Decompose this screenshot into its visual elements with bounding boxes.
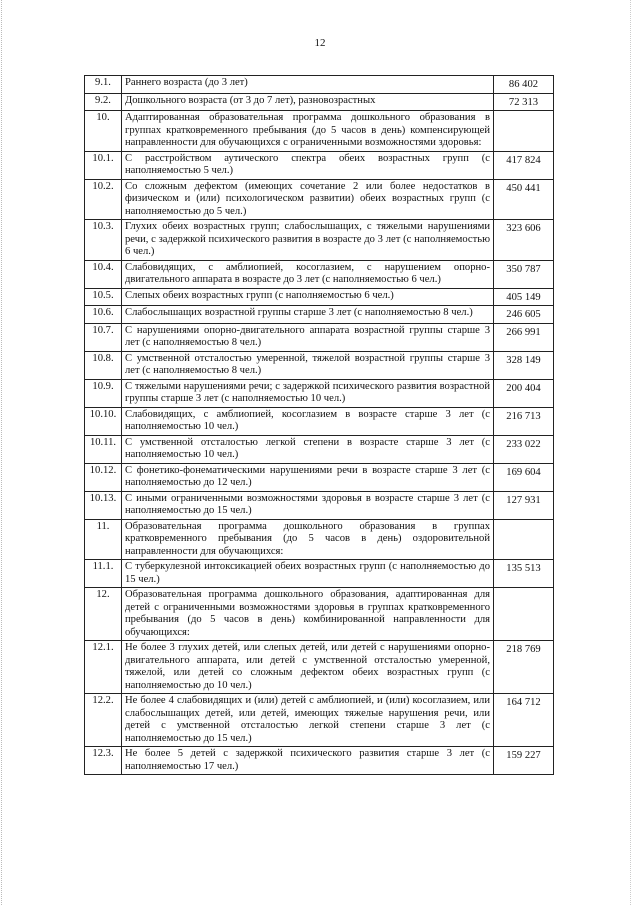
row-value-text: 328 149 — [506, 354, 541, 366]
row-value — [494, 588, 554, 641]
table-row — [85, 747, 554, 775]
table-row — [85, 407, 554, 435]
table-row — [85, 323, 554, 351]
table-row — [85, 519, 554, 560]
row-description: Не более 3 глухих детей, или слепых детей, или детей с нарушениями опорно-двигательного аппарата, или детей с умственной отсталостью умеренной, тяжелой, или детей со сложным дефектом обеих возрастных групп (с наполняемостью до 10 чел.) — [122, 641, 494, 694]
row-value — [494, 179, 554, 220]
row-value — [494, 323, 554, 351]
row-value-text: 266 991 — [506, 326, 541, 338]
table-body — [85, 76, 554, 775]
row-value — [494, 641, 554, 694]
row-value — [494, 435, 554, 463]
row-value — [494, 407, 554, 435]
row-value-text: 417 824 — [506, 154, 541, 166]
row-number: 12.2. — [85, 694, 122, 747]
row-description: Дошкольного возраста (от 3 до 7 лет), разновозрастных — [122, 93, 494, 111]
row-number: 10.4. — [85, 260, 122, 288]
row-number: 10. — [85, 111, 122, 152]
table-row — [85, 288, 554, 306]
row-description: Слабовидящих, с амблиопией, косоглазием в возрасте старше 3 лет (с наполняемостью 10 чел.) — [122, 407, 494, 435]
row-value-text: 216 713 — [506, 410, 541, 422]
page-number: 12 — [314, 37, 326, 49]
table-row — [85, 76, 554, 94]
row-value — [494, 519, 554, 560]
row-value — [494, 306, 554, 324]
row-value-text: 200 404 — [506, 382, 541, 394]
row-value — [494, 151, 554, 179]
row-value — [494, 379, 554, 407]
row-value — [494, 351, 554, 379]
row-description: С умственной отсталостью легкой степени в возрасте старше 3 лет (с наполняемостью 10 чел.) — [122, 435, 494, 463]
row-number: 10.6. — [85, 306, 122, 324]
scan-edge-right — [630, 0, 633, 905]
row-description: С тяжелыми нарушениями речи; с задержкой психического развития возрастной группы старше 3 лет (с наполняемостью 10 чел.) — [122, 379, 494, 407]
row-value-text: 233 022 — [506, 438, 541, 450]
row-value-text: 169 604 — [506, 466, 541, 478]
table-row — [85, 111, 554, 152]
row-value — [494, 747, 554, 775]
table-row — [85, 491, 554, 519]
row-value — [494, 260, 554, 288]
row-number: 10.10. — [85, 407, 122, 435]
row-number: 10.3. — [85, 220, 122, 261]
row-value — [494, 463, 554, 491]
row-number: 10.5. — [85, 288, 122, 306]
row-description: Не более 5 детей с задержкой психического развития старше 3 лет (с наполняемостью 17 чел.) — [122, 747, 494, 775]
row-value — [494, 694, 554, 747]
row-description: С расстройством аутического спектра обеих возрастных групп (с наполняемостью 5 чел.) — [122, 151, 494, 179]
row-value-text: 72 313 — [508, 96, 539, 108]
table-row — [85, 379, 554, 407]
row-number: 11. — [85, 519, 122, 560]
row-value-text — [497, 521, 550, 523]
table-row — [85, 306, 554, 324]
table-row — [85, 351, 554, 379]
table-row — [85, 560, 554, 588]
table-row — [85, 151, 554, 179]
row-number: 12.1. — [85, 641, 122, 694]
table-row — [85, 463, 554, 491]
row-number: 10.11. — [85, 435, 122, 463]
row-number: 10.7. — [85, 323, 122, 351]
row-description: Раннего возраста (до 3 лет) — [122, 76, 494, 94]
table-row — [85, 93, 554, 111]
row-description: Слепых обеих возрастных групп (с наполняемостью 6 чел.) — [122, 288, 494, 306]
row-description: С фонетико-фонематическими нарушениями речи в возрасте старше 3 лет (с наполняемостью до 12 чел.) — [122, 463, 494, 491]
row-description: С умственной отсталостью умеренной, тяжелой возрастной группы старше 3 лет (с наполняемостью 8 чел.) — [122, 351, 494, 379]
tariff-table — [84, 75, 554, 775]
row-value-text: 450 441 — [506, 182, 541, 194]
table-row — [85, 179, 554, 220]
row-number: 10.12. — [85, 463, 122, 491]
row-value — [494, 93, 554, 111]
row-number: 11.1. — [85, 560, 122, 588]
row-description: С туберкулезной интоксикацией обеих возрастных групп (с наполняемостью до 15 чел.) — [122, 560, 494, 588]
row-value — [494, 560, 554, 588]
table-row — [85, 588, 554, 641]
row-number: 10.8. — [85, 351, 122, 379]
row-value-text: 246 605 — [506, 309, 541, 320]
row-value-text: 164 712 — [506, 697, 541, 708]
row-number: 10.1. — [85, 151, 122, 179]
row-description: Не более 4 слабовидящих и (или) детей с амблиопией, и (или) косоглазием, или слабослышащих детей, или детей, имеющих тяжелые нарушения речи, или детей с умственной отсталостью легкой степени старше 3 лет (с наполняемостью до 15 чел.) — [122, 694, 494, 747]
row-number: 10.13. — [85, 491, 122, 519]
row-value-text — [497, 589, 550, 591]
row-value-text: 135 513 — [506, 563, 541, 574]
row-value-text: 405 149 — [506, 291, 541, 303]
table-row — [85, 694, 554, 747]
row-value-text: 218 769 — [506, 644, 541, 655]
row-number: 12.3. — [85, 747, 122, 775]
row-description: Слабослышащих возрастной группы старше 3 лет (с наполняемостью 8 чел.) — [122, 306, 494, 324]
row-value — [494, 111, 554, 152]
row-description: Образовательная программа дошкольного образования, адаптированная для детей с ограниченными возможностями здоровья в группах кратковременного пребывания (до 5 часов в день) комбинированной направленности для обучающихся: — [122, 588, 494, 641]
row-value — [494, 220, 554, 261]
table-row — [85, 220, 554, 261]
row-description: С нарушениями опорно-двигательного аппарата возрастной группы старше 3 лет (с наполняемостью 8 чел.) — [122, 323, 494, 351]
table-row — [85, 260, 554, 288]
row-value — [494, 288, 554, 306]
row-description: Глухих обеих возрастных групп; слабослышащих, с тяжелыми нарушениями речи, с задержкой психического развития в возрасте до 3 лет (с наполняемостью 6 чел.) — [122, 220, 494, 261]
row-value-text: 86 402 — [508, 79, 539, 90]
row-number: 9.2. — [85, 93, 122, 111]
row-number: 10.9. — [85, 379, 122, 407]
row-number: 9.1. — [85, 76, 122, 94]
row-value — [494, 76, 554, 94]
row-description: Слабовидящих, с амблиопией, косоглазием, с нарушением опорно-двигательного аппарата в возрасте до 3 лет (с наполняемостью 6 чел.) — [122, 260, 494, 288]
row-value-text: 159 227 — [506, 750, 541, 761]
scan-edge-left — [1, 0, 4, 905]
row-number: 10.2. — [85, 179, 122, 220]
row-value-text — [497, 112, 550, 114]
row-value-text: 127 931 — [506, 494, 541, 506]
table-row — [85, 435, 554, 463]
row-description: Со сложным дефектом (имеющих сочетание 2 или более недостатков в физическом и (или) психологическом развитии) обеих возрастных групп (с наполняемостью до 5 чел.) — [122, 179, 494, 220]
row-description: С иными ограниченными возможностями здоровья в возрасте старше 3 лет (с наполняемостью до 15 чел.) — [122, 491, 494, 519]
row-description: Образовательная программа дошкольного образования в группах кратковременного пребывания (до 5 часов в день) оздоровительной направленности для обучающихся: — [122, 519, 494, 560]
table-row — [85, 641, 554, 694]
row-value-text: 350 787 — [506, 263, 541, 275]
row-value — [494, 491, 554, 519]
row-number: 12. — [85, 588, 122, 641]
row-value-text: 323 606 — [506, 223, 541, 234]
row-description: Адаптированная образовательная программа дошкольного образования в группах кратковременного пребывания (до 5 часов в день) компенсирующей направленности для обучающихся с ограниченными возможностями здоровья: — [122, 111, 494, 152]
